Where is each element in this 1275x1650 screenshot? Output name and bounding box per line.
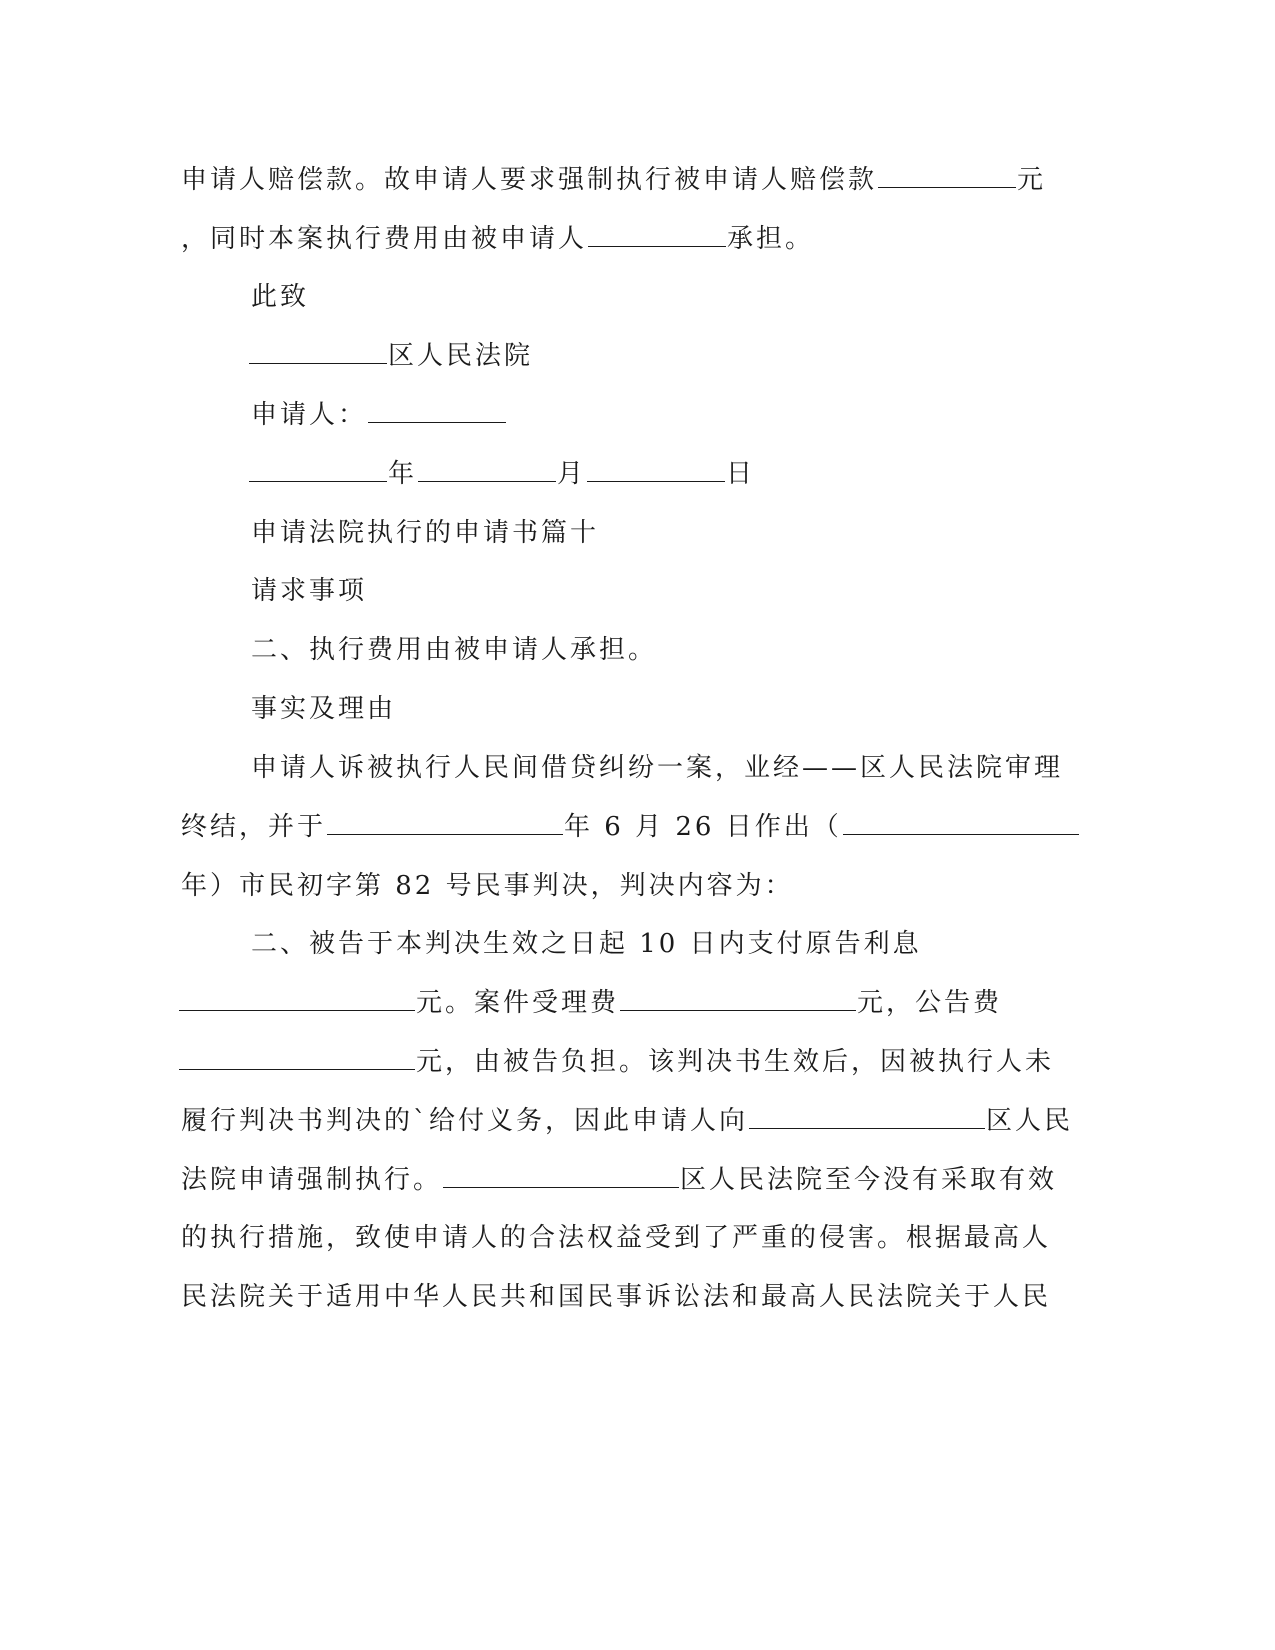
heading-requests — [0, 571, 1275, 611]
paragraph-line — [0, 866, 1275, 906]
fill-in-blank — [249, 457, 387, 482]
line-text: 区人民法院至今没有采取有效 — [680, 1165, 1058, 1195]
fill-in-blank — [587, 457, 725, 482]
paragraph-line — [0, 1277, 1275, 1317]
paragraph-line — [0, 1218, 1275, 1258]
line-text: 民法院关于适用中华人民共和国民事诉讼法和最高人民法院关于人民 — [181, 1282, 1052, 1312]
line-text: 申请法院执行的申请书篇十 — [251, 518, 600, 548]
paragraph-line — [0, 1101, 1275, 1141]
date-line — [0, 454, 1275, 494]
salutation — [0, 277, 1275, 317]
fill-in-blank — [620, 986, 856, 1011]
line-text: 区人民法院 — [388, 341, 534, 371]
line-text: 区人民 — [986, 1106, 1074, 1136]
fill-in-blank — [588, 222, 726, 247]
line-text: 事实及理由 — [251, 694, 397, 724]
fill-in-blank — [749, 1104, 985, 1129]
line-text: 年 — [388, 459, 418, 489]
heading-facts-reasons — [0, 689, 1275, 729]
paragraph-line — [0, 807, 1275, 847]
line-text: 日 — [726, 459, 756, 489]
fill-in-blank — [179, 1045, 415, 1070]
line-text: 元，公告费 — [857, 988, 1003, 1018]
fill-in-blank — [368, 398, 506, 423]
fill-in-blank — [443, 1163, 679, 1188]
line-text: 元 — [1017, 165, 1047, 195]
line-text: 二、执行费用由被申请人承担。 — [251, 635, 658, 665]
applicant-signature-line — [0, 395, 1275, 435]
paragraph-line — [0, 983, 1275, 1023]
fill-in-blank — [179, 986, 415, 1011]
paragraph-line — [0, 1160, 1275, 1200]
line-text: 元，由被告负担。该判决书生效后，因被执行人未 — [416, 1047, 1055, 1077]
line-text: 申请人： — [251, 400, 368, 430]
line-text: 请求事项 — [251, 576, 368, 606]
fill-in-blank — [878, 163, 1016, 188]
paragraph-line — [0, 630, 1275, 670]
paragraph-line — [0, 748, 1275, 788]
paragraph-line — [0, 160, 1275, 200]
line-text: 承担。 — [727, 224, 815, 254]
fill-in-blank — [418, 457, 556, 482]
line-text: 此致 — [251, 282, 310, 312]
paragraph-line — [0, 1042, 1275, 1082]
line-text: 年）市民初字第 82 号民事判决，判决内容为： — [181, 871, 794, 901]
line-text: 月 — [557, 459, 587, 489]
section-title — [0, 513, 1275, 553]
line-text: 年 6 月 26 日作出（ — [564, 812, 842, 842]
fill-in-blank — [249, 339, 387, 364]
fill-in-blank — [327, 810, 563, 835]
line-text: 履行判决书判决的`给付义务，因此申请人向 — [181, 1106, 749, 1136]
line-text: 二、被告于本判决生效之日起 10 日内支付原告利息 — [251, 929, 922, 959]
line-text: 元。案件受理费 — [416, 988, 620, 1018]
line-text: 申请人诉被执行人民间借贷纠纷一案，业经——区人民法院审理 — [251, 753, 1064, 783]
line-text: 终结，并于 — [181, 812, 327, 842]
fill-in-blank — [843, 810, 1079, 835]
paragraph-line — [0, 924, 1275, 964]
paragraph-line — [0, 219, 1275, 259]
line-text: 法院申请强制执行。 — [181, 1165, 443, 1195]
court-addressee — [0, 336, 1275, 376]
line-text: ，同时本案执行费用由被申请人 — [181, 224, 588, 254]
line-text: 的执行措施，致使申请人的合法权益受到了严重的侵害。根据最高人 — [181, 1223, 1052, 1253]
line-text: 申请人赔偿款。故申请人要求强制执行被申请人赔偿款 — [181, 165, 878, 195]
